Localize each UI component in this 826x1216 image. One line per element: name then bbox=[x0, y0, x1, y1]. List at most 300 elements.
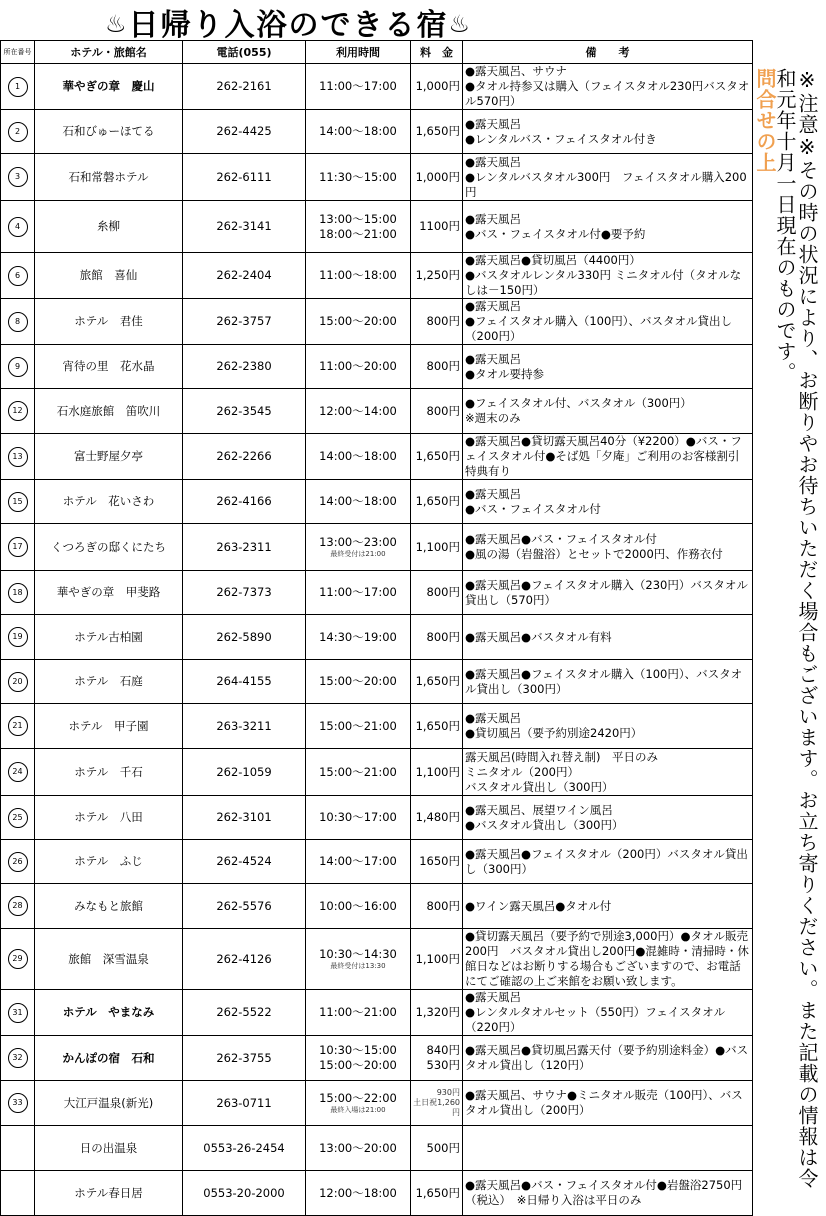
fee-note: 土日祝1,260円 bbox=[413, 1098, 460, 1117]
remarks-text: ●露天風呂 ●レンタルバスタオル300円 フェイスタオル購入200円 bbox=[465, 154, 747, 199]
phone-text: 262-5522 bbox=[216, 1005, 272, 1019]
fee-text: 800円 bbox=[426, 629, 460, 644]
fee bbox=[411, 201, 463, 253]
hours-text: 15:00～21:00 bbox=[319, 764, 397, 779]
phone-text: 262-4166 bbox=[216, 494, 272, 508]
remarks bbox=[463, 1081, 753, 1126]
row-number bbox=[1, 201, 35, 253]
hotel-name bbox=[35, 929, 183, 990]
hotel-name-text: 宵待の里 花水晶 bbox=[62, 359, 155, 373]
hours-text: 13:00～23:00 bbox=[319, 535, 397, 549]
hotel-name-text: ホテル 君佳 bbox=[74, 314, 143, 328]
hotel-name bbox=[35, 1171, 183, 1216]
table-row bbox=[1, 299, 753, 345]
fee bbox=[411, 796, 463, 840]
remarks-text: ●露天風呂●バスタオル有料 bbox=[465, 629, 612, 644]
fee bbox=[411, 929, 463, 990]
remarks-text: ●露天風呂 ●レンタルタオルセット（550円）フェイスタオル（220円） bbox=[465, 990, 726, 1034]
fee-text: 1,320円 bbox=[415, 1005, 460, 1019]
remarks bbox=[463, 1036, 753, 1081]
header-no: 所在番号 bbox=[1, 41, 35, 64]
hours-text: 10:00～16:00 bbox=[319, 898, 397, 913]
hours-text: 13:00～20:00 bbox=[319, 1140, 397, 1155]
fee bbox=[411, 660, 463, 704]
hotel-name bbox=[35, 749, 183, 796]
header-fee: 料 金 bbox=[411, 41, 463, 64]
row-number bbox=[1, 524, 35, 571]
hours bbox=[306, 704, 411, 749]
fee bbox=[411, 704, 463, 749]
remarks bbox=[463, 704, 753, 749]
hours bbox=[306, 1036, 411, 1081]
remarks-text: ●露天風呂、サウナ●ミニタオル販売（100円）、バスタオル貸出し（200円） bbox=[465, 1088, 743, 1117]
phone-text: 262-6111 bbox=[216, 169, 272, 184]
row-number bbox=[1, 434, 35, 480]
fee-text: 800円 bbox=[426, 314, 460, 328]
hotel-name bbox=[35, 840, 183, 884]
hotel-name bbox=[35, 480, 183, 524]
fee bbox=[411, 434, 463, 480]
phone-number bbox=[183, 253, 306, 299]
hotel-name-text: みなもと旅館 bbox=[74, 898, 143, 913]
hotel-name-text: ホテル 甲子園 bbox=[68, 718, 149, 733]
hotel-name-text: ホテル やまなみ bbox=[62, 1005, 155, 1019]
table-row bbox=[1, 660, 753, 704]
hotel-name bbox=[35, 389, 183, 434]
fee-text: 1,650円 bbox=[415, 494, 460, 508]
row-number bbox=[1, 1036, 35, 1081]
fee-text: 1,250円 bbox=[415, 268, 460, 282]
hotel-name-text: 華やぎの章 慶山 bbox=[62, 79, 155, 93]
hours-text: 14:30～19:00 bbox=[319, 629, 397, 644]
hours bbox=[306, 571, 411, 615]
hotel-name-text: ホテル 石庭 bbox=[74, 674, 143, 688]
header-name: ホテル・旅館名 bbox=[35, 41, 183, 64]
phone-number bbox=[183, 571, 306, 615]
row-number-badge: 1 bbox=[8, 77, 28, 97]
fee-text: 1,480円 bbox=[415, 810, 460, 824]
remarks bbox=[463, 389, 753, 434]
phone-text: 262-2266 bbox=[216, 449, 272, 463]
hours bbox=[306, 253, 411, 299]
hotel-name-text: かんぽの宿 石和 bbox=[62, 1050, 155, 1065]
table-row bbox=[1, 704, 753, 749]
fee-text: 1,650円 bbox=[415, 718, 460, 733]
hotel-name-text: ホテル 八田 bbox=[74, 810, 143, 824]
header-row bbox=[1, 41, 753, 64]
phone-text: 262-4524 bbox=[216, 854, 272, 868]
table-row bbox=[1, 434, 753, 480]
hours-text: 11:00～17:00 bbox=[319, 585, 397, 599]
hotel-name bbox=[35, 615, 183, 660]
row-number bbox=[1, 990, 35, 1036]
hours bbox=[306, 389, 411, 434]
remarks-text: ●露天風呂●貸切風呂露天付（要予約別途料金）●バスタオル貸出し（120円） bbox=[465, 1043, 749, 1072]
fee-text: 1,650円 bbox=[415, 449, 460, 463]
hotel-name-text: ホテル古柏園 bbox=[74, 629, 143, 644]
hotel-name bbox=[35, 345, 183, 389]
row-number-badge: 26 bbox=[8, 852, 28, 872]
header-hours: 利用時間 bbox=[306, 41, 411, 64]
row-number bbox=[1, 704, 35, 749]
hours bbox=[306, 345, 411, 389]
row-number bbox=[1, 299, 35, 345]
hotel-name-text: くつろぎの邸くにたち bbox=[51, 539, 166, 554]
fee bbox=[411, 389, 463, 434]
remarks bbox=[463, 434, 753, 480]
remarks-text: ●露天風呂 ●バス・フェイスタオル付●要予約 bbox=[465, 211, 646, 241]
hours-text: 14:00～18:00 bbox=[319, 124, 397, 138]
phone-number bbox=[183, 154, 306, 201]
remarks bbox=[463, 615, 753, 660]
hours bbox=[306, 660, 411, 704]
hotel-name-text: ホテル春日居 bbox=[74, 1185, 143, 1200]
table-row bbox=[1, 154, 753, 201]
remarks-text: ●露天風呂、展望ワイン風呂 ●バスタオル貸出し（300円） bbox=[465, 802, 624, 832]
phone-text: 262-3545 bbox=[216, 403, 272, 418]
header-note: 備 考 bbox=[463, 41, 753, 64]
fee bbox=[411, 154, 463, 201]
table-row bbox=[1, 884, 753, 929]
fee bbox=[411, 299, 463, 345]
hotel-name-text: 石和びゅーほてる bbox=[62, 124, 155, 138]
fee-text: 800円 bbox=[426, 403, 460, 418]
phone-text: 262-2161 bbox=[216, 79, 272, 93]
row-number bbox=[1, 64, 35, 110]
row-number bbox=[1, 389, 35, 434]
hot-spring-icon: ♨ bbox=[448, 10, 473, 38]
phone-text: 262-2404 bbox=[216, 268, 272, 282]
table-row bbox=[1, 524, 753, 571]
hotel-name bbox=[35, 64, 183, 110]
remarks-text: ●露天風呂●貸切風呂（4400円） ●バスタオルレンタル330円 ミニタオル付（タオルなしは－150円） bbox=[465, 253, 742, 297]
row-number-badge: 25 bbox=[8, 808, 28, 828]
row-number bbox=[1, 1126, 35, 1171]
row-number bbox=[1, 1171, 35, 1216]
hotel-name-text: 華やぎの章 甲斐路 bbox=[56, 585, 161, 599]
hours bbox=[306, 840, 411, 884]
table-row bbox=[1, 749, 753, 796]
hotel-name-text: 日の出温泉 bbox=[79, 1140, 138, 1155]
hours-text: 10:30～17:00 bbox=[319, 810, 397, 824]
row-number-badge: 24 bbox=[8, 762, 28, 782]
phone-text: 0553-26-2454 bbox=[203, 1140, 285, 1155]
phone-number bbox=[183, 840, 306, 884]
phone-text: 262-5576 bbox=[216, 898, 272, 913]
table-row bbox=[1, 389, 753, 434]
hours-text: 13:00～15:00 18:00～21:00 bbox=[319, 211, 397, 241]
header-tel: 電話(055) bbox=[183, 41, 306, 64]
hotel-name-text: ホテル 千石 bbox=[74, 764, 143, 779]
phone-number bbox=[183, 299, 306, 345]
hotel-name-text: 糸柳 bbox=[97, 219, 120, 233]
row-number bbox=[1, 615, 35, 660]
phone-text: 264-4155 bbox=[216, 674, 272, 688]
remarks-text: ●露天風呂 ●貸切風呂（要予約別途2420円） bbox=[465, 711, 643, 740]
phone-text: 262-4425 bbox=[216, 124, 272, 138]
hotel-name bbox=[35, 154, 183, 201]
row-number-badge: 13 bbox=[8, 447, 28, 467]
row-number-badge: 4 bbox=[8, 217, 28, 237]
hours bbox=[306, 1171, 411, 1216]
hours-text: 15:00～20:00 bbox=[319, 674, 397, 688]
remarks-text: ●露天風呂 ●タオル要持参 bbox=[465, 351, 545, 381]
remarks bbox=[463, 1126, 753, 1171]
remarks bbox=[463, 345, 753, 389]
remarks-text: ●フェイスタオル付、バスタオル（300円） ※週末のみ bbox=[465, 396, 692, 425]
row-number-badge: 21 bbox=[8, 716, 28, 736]
phone-number bbox=[183, 929, 306, 990]
side-note bbox=[768, 68, 818, 1198]
fee-text: 1,000円 bbox=[415, 79, 460, 93]
remarks-text: ●露天風呂●フェイスタオル購入（100円）、バスタオル貸出し（300円） bbox=[465, 666, 743, 696]
remarks bbox=[463, 524, 753, 571]
fee-text: 1650円 bbox=[419, 854, 460, 868]
phone-text: 262-2380 bbox=[216, 359, 272, 373]
fee bbox=[411, 480, 463, 524]
hours-text: 15:00～21:00 bbox=[319, 718, 397, 733]
phone-text: 262-1059 bbox=[216, 764, 272, 779]
table-row bbox=[1, 253, 753, 299]
hours bbox=[306, 929, 411, 990]
fee-text: 800円 bbox=[426, 359, 460, 373]
side-note-info: お立ち寄りください。また記載の情報は令和元年十月一日現在のものです。 bbox=[773, 68, 819, 1189]
hours bbox=[306, 796, 411, 840]
row-number-badge: 28 bbox=[8, 896, 28, 916]
hotel-name-text: ホテル ふじ bbox=[74, 854, 143, 868]
row-number-badge: 18 bbox=[8, 583, 28, 603]
title-text: 日帰り入浴のできる宿 bbox=[128, 8, 449, 43]
row-number-badge: 31 bbox=[8, 1003, 28, 1023]
fee bbox=[411, 1036, 463, 1081]
fee bbox=[411, 524, 463, 571]
fee bbox=[411, 571, 463, 615]
fee-text: 1100円 bbox=[419, 219, 460, 233]
hotel-name-text: 大江戸温泉(新光) bbox=[63, 1095, 154, 1110]
fee-text: 1,100円 bbox=[415, 539, 460, 554]
hours bbox=[306, 615, 411, 660]
fee bbox=[411, 110, 463, 154]
fee-text: 1,000円 bbox=[415, 169, 460, 184]
row-number bbox=[1, 571, 35, 615]
hotel-name bbox=[35, 990, 183, 1036]
fee-text: 1,100円 bbox=[415, 951, 460, 966]
fee bbox=[411, 884, 463, 929]
remarks bbox=[463, 571, 753, 615]
row-number bbox=[1, 840, 35, 884]
phone-text: 263-2311 bbox=[216, 539, 272, 554]
remarks-text: ●露天風呂 ●レンタルバス・フェイスタオル付き bbox=[465, 116, 657, 146]
hours bbox=[306, 299, 411, 345]
hours bbox=[306, 524, 411, 571]
phone-number bbox=[183, 64, 306, 110]
table-row bbox=[1, 1171, 753, 1216]
row-number-badge: 20 bbox=[8, 672, 28, 692]
hours-text: 11:00～18:00 bbox=[319, 268, 397, 282]
hours bbox=[306, 64, 411, 110]
remarks-text: 露天風呂(時間入れ替え制) 平日のみ ミニタオル（200円） バスタオル貸出し（300円） bbox=[465, 749, 658, 794]
table-row bbox=[1, 840, 753, 884]
phone-number bbox=[183, 389, 306, 434]
table-row bbox=[1, 571, 753, 615]
remarks bbox=[463, 201, 753, 253]
phone-number bbox=[183, 434, 306, 480]
hours bbox=[306, 110, 411, 154]
phone-number bbox=[183, 1036, 306, 1081]
row-number bbox=[1, 345, 35, 389]
fee bbox=[411, 749, 463, 796]
hotel-name bbox=[35, 796, 183, 840]
fee-text: 800円 bbox=[426, 585, 460, 599]
remarks bbox=[463, 796, 753, 840]
table-row bbox=[1, 615, 753, 660]
fee-text: 500円 bbox=[426, 1140, 460, 1155]
phone-number bbox=[183, 660, 306, 704]
phone-number bbox=[183, 201, 306, 253]
row-number-badge: 29 bbox=[8, 949, 28, 969]
table-row bbox=[1, 1126, 753, 1171]
remarks bbox=[463, 299, 753, 345]
phone-number bbox=[183, 480, 306, 524]
phone-number bbox=[183, 749, 306, 796]
hours-text: 14:00～17:00 bbox=[319, 854, 397, 868]
hotel-name-text: 旅館 深雪温泉 bbox=[68, 951, 149, 966]
onsen-table bbox=[0, 40, 753, 1216]
hours bbox=[306, 749, 411, 796]
hotel-name-text: ホテル 花いさわ bbox=[62, 494, 155, 508]
remarks bbox=[463, 154, 753, 201]
phone-text: 263-0711 bbox=[216, 1095, 272, 1110]
hours-text: 10:30～15:00 15:00～20:00 bbox=[319, 1043, 397, 1072]
phone-number bbox=[183, 110, 306, 154]
row-number-badge: 3 bbox=[8, 167, 28, 187]
phone-number bbox=[183, 1126, 306, 1171]
table-row bbox=[1, 1081, 753, 1126]
hotel-name bbox=[35, 299, 183, 345]
fee-text: 930円 bbox=[436, 1088, 460, 1097]
hotel-name-text: 旅館 喜仙 bbox=[79, 268, 138, 282]
phone-text: 262-3101 bbox=[216, 810, 272, 824]
remarks bbox=[463, 110, 753, 154]
hours-text: 11:00～20:00 bbox=[319, 359, 397, 373]
row-number bbox=[1, 253, 35, 299]
row-number bbox=[1, 749, 35, 796]
remarks-text: ●露天風呂●バス・フェイスタオル付●岩盤浴2750円（税込） ※日帰り入浴は平日のみ bbox=[465, 1178, 743, 1207]
phone-number bbox=[183, 990, 306, 1036]
row-number bbox=[1, 110, 35, 154]
hotel-name bbox=[35, 1081, 183, 1126]
table-row bbox=[1, 201, 753, 253]
row-number bbox=[1, 660, 35, 704]
row-number bbox=[1, 884, 35, 929]
phone-number bbox=[183, 884, 306, 929]
phone-text: 262-3757 bbox=[216, 314, 272, 328]
remarks bbox=[463, 749, 753, 796]
side-note-warning: ※注意※その時の状況により、お断りやお待ちいただく場合もございます。 bbox=[795, 68, 819, 790]
remarks bbox=[463, 990, 753, 1036]
fee bbox=[411, 345, 463, 389]
remarks-text: ●露天風呂●バス・フェイスタオル付 ●風の湯（岩盤浴）とセットで2000円、作務衣付 bbox=[465, 532, 723, 561]
remarks-text: ●露天風呂 ●フェイスタオル購入（100円）、バスタオル貸出し（200円） bbox=[465, 299, 733, 343]
table-row bbox=[1, 1036, 753, 1081]
remarks bbox=[463, 884, 753, 929]
hours-text: 14:00～18:00 bbox=[319, 494, 397, 508]
hotel-name bbox=[35, 660, 183, 704]
hotel-name-text: 富士野屋夕亭 bbox=[74, 449, 143, 463]
hours-text: 11:30～15:00 bbox=[319, 169, 397, 184]
row-number-badge: 15 bbox=[8, 492, 28, 512]
phone-number bbox=[183, 345, 306, 389]
remarks-text: ●露天風呂●貸切露天風呂40分（¥2200）●バス・フェイスタオル付●そば処「夕庵」ご利用のお客様割引特典有り bbox=[465, 434, 742, 478]
hotel-name bbox=[35, 201, 183, 253]
phone-text: 262-3755 bbox=[216, 1050, 272, 1065]
hotel-name bbox=[35, 253, 183, 299]
row-number bbox=[1, 929, 35, 990]
fee bbox=[411, 840, 463, 884]
remarks bbox=[463, 929, 753, 990]
hours-text: 10:30～14:30 bbox=[319, 947, 397, 961]
hotel-name bbox=[35, 1126, 183, 1171]
row-number-badge: 19 bbox=[8, 627, 28, 647]
remarks bbox=[463, 480, 753, 524]
row-number-badge: 33 bbox=[8, 1093, 28, 1113]
hours-text: 15:00～20:00 bbox=[319, 314, 397, 328]
hours-note: 最終受付は21:00 bbox=[330, 550, 386, 558]
phone-text: 262-4126 bbox=[216, 951, 272, 966]
row-number-badge: 12 bbox=[8, 401, 28, 421]
hours-text: 15:00～22:00 bbox=[319, 1091, 397, 1105]
phone-text: 262-7373 bbox=[216, 585, 272, 599]
table-row bbox=[1, 64, 753, 110]
hours-text: 11:00～21:00 bbox=[319, 1005, 397, 1019]
phone-number bbox=[183, 704, 306, 749]
phone-number bbox=[183, 796, 306, 840]
fee-text: 800円 bbox=[426, 898, 460, 913]
fee-text: 1,100円 bbox=[415, 764, 460, 779]
phone-number bbox=[183, 1081, 306, 1126]
remarks bbox=[463, 1171, 753, 1216]
hotel-name bbox=[35, 571, 183, 615]
fee-text: 1,650円 bbox=[415, 1185, 460, 1200]
fee bbox=[411, 615, 463, 660]
remarks-text: ●ワイン露天風呂●タオル付 bbox=[465, 898, 612, 913]
hotel-name-text: 石水庭旅館 笛吹川 bbox=[56, 403, 161, 418]
hotel-name bbox=[35, 110, 183, 154]
table-row bbox=[1, 480, 753, 524]
hotel-name bbox=[35, 434, 183, 480]
row-number-badge: 32 bbox=[8, 1048, 28, 1068]
table-row bbox=[1, 110, 753, 154]
row-number bbox=[1, 154, 35, 201]
table-row bbox=[1, 990, 753, 1036]
row-number-badge: 9 bbox=[8, 357, 28, 377]
row-number-badge: 6 bbox=[8, 266, 28, 286]
hours bbox=[306, 434, 411, 480]
remarks-text: ●露天風呂、サウナ ●タオル持参又は購入（フェイスタオル230円バスタオル570円） bbox=[465, 64, 750, 108]
hours-note: 最終受付は13:30 bbox=[330, 962, 386, 970]
hours bbox=[306, 990, 411, 1036]
hotel-name bbox=[35, 884, 183, 929]
phone-text: 0553-20-2000 bbox=[203, 1185, 285, 1200]
table-row bbox=[1, 929, 753, 990]
hours-note: 最終入場は21:00 bbox=[330, 1106, 386, 1114]
table-row bbox=[1, 796, 753, 840]
table-row bbox=[1, 345, 753, 389]
hours bbox=[306, 154, 411, 201]
phone-text: 263-3211 bbox=[216, 718, 272, 733]
hotel-name bbox=[35, 704, 183, 749]
hours-text: 12:00～14:00 bbox=[319, 403, 397, 418]
